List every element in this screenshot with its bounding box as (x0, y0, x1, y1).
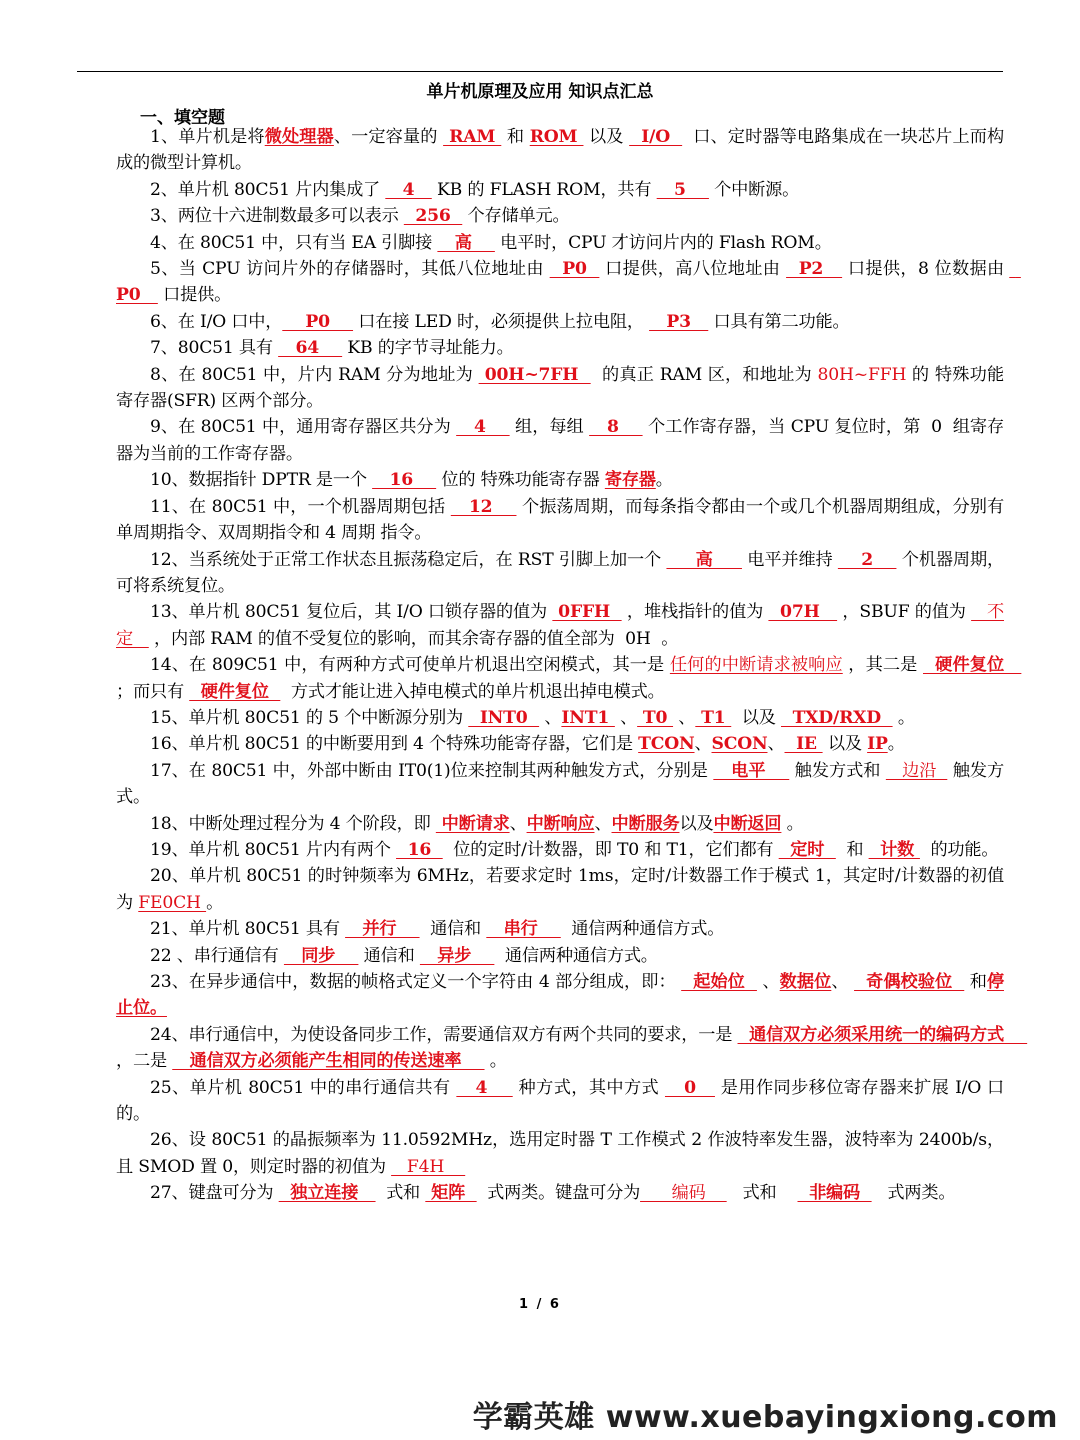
answer-blank: 硬件复位 (923, 655, 1022, 676)
question-item (116, 969, 1004, 1022)
answer-blank: 00H~7FH (478, 364, 591, 385)
question-text: 。 (781, 813, 804, 834)
question-text: 式和 (375, 1183, 426, 1204)
question-item (116, 652, 1027, 705)
question-item (116, 494, 1004, 547)
question-text: 23、在异步通信中，数据的帧格式定义一个字符由 4 部分组成，即： (150, 972, 682, 992)
question-text: 12、当系统处于正常工作状态且振荡稳定后，在 RST 引脚上加一个 (150, 549, 667, 570)
answer-blank: 0FFH (552, 602, 622, 623)
answer-blank: 07H (768, 602, 838, 623)
question-text: 5、当 CPU 访问片外的存储器时，其低八位地址由 (150, 259, 550, 280)
answer-blank: T1 (695, 707, 732, 728)
question-text: 式两类。键盘可分为 (476, 1183, 641, 1204)
question-item (116, 1180, 1004, 1206)
answer-blank: 16 (372, 470, 437, 491)
question-text: 25、单片机 80C51 中的串行通信共有 (150, 1077, 457, 1098)
question-text: 、 (509, 813, 527, 834)
question-text: 1、单片机是将 (150, 127, 265, 147)
question-text: 15、单片机 80C51 的 5 个中断源分别为 (150, 707, 469, 728)
answer-blank: 2 (837, 549, 897, 570)
answer-blank: 12 (450, 496, 517, 517)
question-text: 方式才能让进入掉电模式的单片机退出掉电模式。 (280, 681, 665, 702)
answer-blank: IP (867, 734, 888, 755)
answer-blank: 4 (456, 417, 510, 438)
question-item (116, 177, 1004, 203)
question-item (116, 705, 1004, 731)
question-text: 。 (206, 892, 224, 913)
question-text: 口提供，高八位地址由 (599, 259, 787, 280)
answer-blank: 5 (656, 179, 709, 200)
answer-blank: P2 (786, 259, 843, 280)
question-text: 触发方式。 (116, 760, 1005, 808)
answer-blank: 16 (396, 839, 443, 860)
answer-blank: P3 (649, 311, 709, 332)
question-text: KB 的字节寻址能力。 (342, 338, 514, 359)
question-text: 口在接 LED 时，必须提供上拉电阻， (353, 311, 650, 332)
question-text: 口、定时器等电路集成在一块芯片上而构成的微型计算机。 (116, 127, 1004, 174)
question-text: 口提供。 (157, 285, 232, 306)
answer-blank: 中断请求 (435, 813, 510, 834)
question-text: 8、在 80C51 中，片内 RAM 分为地址为 (150, 364, 479, 385)
answer-blank: 任何的中断请求被响应 (669, 655, 843, 676)
question-item (116, 256, 1021, 309)
question-text: 电平时，CPU 才访问片内的 Flash ROM。 (494, 232, 832, 253)
question-text: 触发方式和 (789, 760, 886, 781)
question-text: 、 (767, 734, 785, 755)
section-heading: 一、填空题 (140, 108, 225, 128)
question-text: 20、单片机 80C51 的时钟频率为 6MHz，若要求定时 1ms，定时/计数器工作于模式 1，其定时/计数器的初值为 (116, 866, 1004, 913)
question-text: 。 (655, 470, 673, 491)
answer-blank: TCON (638, 734, 695, 755)
question-text: 7、80C51 具有 (150, 338, 279, 359)
answer-blank: 非编码 (797, 1183, 872, 1204)
question-text: 通信和 (419, 919, 487, 940)
answer-blank: 中断响应 (526, 813, 595, 834)
answer-blank: 256 (403, 206, 463, 227)
question-item (116, 203, 1004, 229)
question-text: 和 (964, 972, 987, 992)
answer-blank: P0 (282, 311, 354, 332)
question-text: 和 (835, 839, 869, 860)
question-text: 。 (484, 1051, 507, 1072)
question-text: ，二是 (116, 1024, 1038, 1072)
answer-blank: 通信双方必须采用统一的编码方式 (737, 1024, 1028, 1045)
question-item (116, 414, 1004, 467)
question-text: 14、在 809C51 中，有两种方式可使单片机退出空闲模式，其一是 (150, 655, 670, 676)
question-list (116, 124, 1038, 1207)
question-text: 通信两种通信方式。 (494, 945, 658, 966)
answer-blank: TXD/RXD (781, 707, 893, 728)
answer-blank: 寄存器 (604, 470, 656, 491)
answer-blank: 同步 (283, 945, 359, 966)
answer-blank: 4 (385, 179, 432, 200)
answer-blank: 中断服务 (611, 813, 680, 834)
question-text: 。 (892, 707, 915, 728)
header-rule (77, 71, 1003, 72)
question-text: 、 (539, 707, 562, 728)
page-number: 1 / 6 (519, 1297, 561, 1312)
answer-blank: INT0 (468, 707, 540, 728)
question-text: 式和 (726, 1183, 798, 1204)
answer-blank: FE0CH (138, 892, 207, 913)
question-text: 和 (501, 127, 530, 147)
answer-blank: 80H~FFH (817, 364, 907, 385)
question-text: ，内部 RAM 的值不受复位的影响，而其余寄存器的值全部为 0H 。 (148, 628, 679, 649)
question-text: 的功能。 (919, 839, 999, 860)
question-text: 以及 (822, 734, 868, 755)
answer-blank: 64 (278, 338, 343, 359)
question-item (116, 599, 1004, 652)
question-text: 的真正 RAM 区，和地址为 (590, 364, 818, 385)
question-text: 电平并维持 (741, 549, 838, 570)
question-text: 10、数据指针 DPTR 是一个 (150, 470, 373, 491)
answer-blank: IE (784, 734, 823, 755)
question-text: 13、单片机 80C51 复位后，其 I/O 口锁存器的值为 (150, 602, 553, 623)
question-text: 2、单片机 80C51 片内集成了 (150, 179, 386, 200)
question-item (116, 362, 1004, 415)
question-text: 18、中断处理过程分为 4 个阶段，即 (150, 813, 436, 834)
question-item (116, 731, 1004, 757)
question-text: ，SBUF 的值为 (837, 602, 972, 623)
question-text: 22 、串行通信有 (150, 945, 284, 966)
question-item (116, 467, 1004, 493)
answer-blank: 起始位 (681, 972, 757, 992)
question-item (116, 124, 1004, 177)
answer-blank: I/O (629, 127, 683, 147)
question-text: 组，每组 (509, 417, 590, 438)
question-text: 3、两位十六进制数最多可以表示 (150, 206, 404, 227)
question-text: ，其二是 (842, 655, 923, 676)
answer-blank: 硬件复位 (189, 681, 281, 702)
answer-blank: 矩阵 (425, 1183, 477, 1204)
question-item (116, 335, 1004, 361)
question-item (116, 309, 1004, 335)
answer-blank: 计数 (868, 839, 920, 860)
answer-blank: RAM (443, 127, 502, 147)
question-text: 通信两种通信方式。 (560, 919, 725, 940)
question-text: 27、键盘可分为 (150, 1183, 279, 1204)
answer-blank: P0 (549, 259, 600, 280)
question-text: 21、单片机 80C51 具有 (150, 919, 346, 940)
answer-blank: 通信双方必须能产生相同的传送速率 (172, 1051, 485, 1072)
question-text: 。 (887, 734, 905, 755)
question-text: 个工作寄存器，当 CPU 复位时，第 0 组寄存器为当前的工作寄存器。 (116, 417, 1005, 464)
question-text: 个中断源。 (708, 179, 800, 200)
question-text: 9、在 80C51 中，通用寄存器区共分为 (150, 417, 457, 438)
answer-blank: ROM (529, 127, 584, 147)
question-text: 6、在 I/O 口中， (150, 311, 283, 332)
question-text: 口具有第二功能。 (708, 311, 850, 332)
answer-blank: 停止位。 (116, 972, 1004, 1019)
question-text: 16、单片机 80C51 的中断要用到 4 个特殊功能寄存器，它们是 (150, 734, 639, 755)
question-text: 11、在 80C51 中，一个机器周期包括 (150, 496, 451, 517)
question-text: 位的定时/计数器，即 T0 和 T1，它们都有 (442, 839, 779, 860)
question-text: 19、单片机 80C51 片内有两个 (150, 839, 397, 860)
document-title: 单片机原理及应用 知识点汇总 (426, 82, 654, 102)
question-text: 式两类。 (871, 1183, 956, 1204)
answer-blank: 8 (589, 417, 643, 438)
answer-blank: 4 (456, 1077, 513, 1098)
question-text: 、 (673, 707, 696, 728)
answer-blank: 编码 (640, 1183, 727, 1204)
answer-blank: T0 (637, 707, 674, 728)
answer-blank: 不定 (116, 602, 1004, 649)
question-item (116, 916, 1004, 942)
question-item (116, 811, 1004, 837)
question-text: 、 (614, 707, 638, 728)
question-item (116, 547, 1004, 600)
answer-blank: 微处理器 (264, 127, 334, 147)
question-text: 个振荡周期，而每条指令都由一个或几个机器周期组成，分别有单周期指令、双周期指令和 4 周期 指令。 (116, 496, 1004, 544)
question-text: 是用作同步移位寄存器来扩展 I/O 口的。 (116, 1077, 1004, 1125)
answer-blank: 并行 (345, 919, 420, 940)
question-text: 以及 (583, 127, 630, 147)
question-text: 通信和 (358, 945, 420, 966)
question-text: 种方式，其中方式 (512, 1077, 665, 1098)
question-text: 、 (756, 972, 780, 992)
question-text: ；而只有 (116, 655, 1027, 702)
question-text: 的 特殊功能寄存器(SFR) 区两个部分。 (116, 364, 1004, 412)
answer-blank: 数据位 (779, 972, 832, 992)
question-text: 26、设 80C51 的晶振频率为 11.0592MHz，选用定时器 T 工作模式 2 作波特率发生器，波特率为 2400b/s，且 SMOD 置 0，则定时器的初值为 (116, 1130, 1004, 1177)
site-watermark: 学霸英雄 www.xuebayingxiong.com (472, 1400, 1058, 1435)
question-item (116, 1022, 1038, 1075)
answer-blank: INT1 (561, 707, 615, 728)
question-text: 以及 (679, 813, 714, 834)
question-item (116, 837, 1004, 863)
question-text: 4、在 80C51 中，只有当 EA 引脚接 (150, 232, 438, 253)
question-text: 、 (694, 734, 712, 755)
question-text: ，堆栈指针的值为 (621, 602, 769, 623)
question-text: 口提供，8 位数据由 (842, 259, 1010, 280)
answer-blank: 高 (666, 549, 742, 570)
question-item (116, 1127, 1004, 1180)
question-text: 24、串行通信中，为使设备同步工作，需要通信双方有两个共同的要求，一是 (150, 1024, 738, 1045)
question-text: 个存储单元。 (462, 206, 570, 227)
question-text: 个机器周期，可将系统复位。 (116, 549, 1005, 596)
answer-blank: 串行 (486, 919, 561, 940)
answer-blank: 异步 (419, 945, 495, 966)
question-item (116, 758, 1004, 811)
answer-blank: 高 (437, 232, 495, 253)
question-text: 、 (594, 813, 612, 834)
question-text: 17、在 80C51 中，外部中断由 IT0(1)位来控制其两种触发方式，分别是 (150, 760, 714, 781)
question-item (116, 230, 1004, 256)
question-text: 、 (831, 972, 855, 992)
question-item (116, 1075, 1004, 1128)
answer-blank: SCON (711, 734, 768, 755)
question-text: 位的 特殊功能寄存器 (436, 470, 605, 491)
question-item (116, 863, 1004, 916)
question-text: 以及 (731, 707, 781, 728)
question-text: 、一定容量的 (333, 127, 444, 147)
answer-blank: F4H (391, 1156, 466, 1177)
answer-blank: 奇偶校验位 (854, 972, 965, 992)
answer-blank: 独立连接 (278, 1183, 376, 1204)
answer-blank: 电平 (713, 760, 790, 781)
answer-blank: P0 (116, 259, 1021, 306)
answer-blank: 边沿 (885, 760, 948, 781)
question-text: KB 的 FLASH ROM，共有 (431, 179, 657, 200)
answer-blank: 中断返回 (713, 813, 782, 834)
answer-blank: 0 (664, 1077, 715, 1098)
answer-blank: 定时 (778, 839, 836, 860)
question-item (116, 943, 1004, 969)
